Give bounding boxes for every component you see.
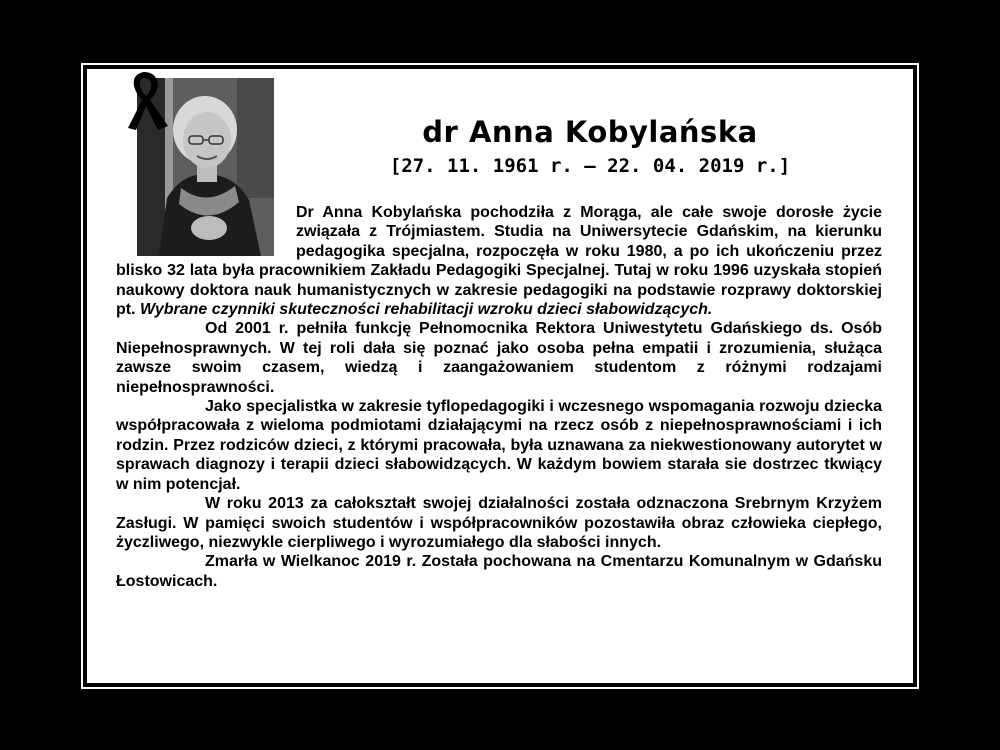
paragraph-1 [116, 203, 882, 319]
page-title: dr Anna Kobylańska [422, 115, 758, 149]
paragraph-3: Jako specjalistka w zakresie tyflopedagogiki i wczesnego wspomagania rozwoju dziecka współpracowała z wieloma podmiotami działającymi na rzecz osób z niepełnosprawnościami i ich rodzin. Przez rodziców dzieci, z którymi pracowała, była uznawana za niekwestionowany autorytet w sprawach diagnozy i terapii dzieci słabowidzących. W każdym bowiem starała sie dostrzec tkwiący w nim potencjał. [116, 398, 882, 493]
biography-text [116, 203, 882, 591]
paragraph-5: Zmarła w Wielkanoc 2019 r. Została pochowana na Cmentarzu Komunalnym w Gdańsku Łostowicach. [116, 553, 882, 590]
dissertation-title: Wybrane czynniki skuteczności rehabilitacji wzroku dzieci słabowidzących. [140, 301, 713, 319]
paragraph-2: Od 2001 r. pełniła funkcję Pełnomocnika Rektora Uniwestytetu Gdańskiego ds. Osób Niepełnosprawnych. W tej roli dała się poznać jako osoba pełna empatii i zrozumienia, służąca zawsze swoim czasem, wiedzą i zaangażowaniem studentom z różnymi rodzajami niepełnosprawności. [116, 320, 882, 396]
life-dates: [27. 11. 1961 r. – 22. 04. 2019 r.] [389, 155, 791, 177]
mourning-ribbon-icon [124, 70, 174, 132]
paragraph-1-text: Dr Anna Kobylańska pochodziła z Morąga, ale całe swoje dorosłe życie związała z Trójmiastem. Studia na Uniwersytecie Gdańskim, na kierunku pedagogika specjalna, rozpoczęła w roku 1980, a po ich ukończeniu przez blisko 32 lata była pracownikiem Zakładu Pedagogiki Specjalnej. Tutaj w roku 1996 uzyskała stopień naukowy doktora nauk humanistycznych w zakresie pedagogiki na podstawie rozprawy doktorskiej pt. [116, 204, 882, 319]
paragraph-4: W roku 2013 za całokształt swojej działalności została odznaczona Srebrnym Krzyżem Zasługi. W pamięci swoich studentów i współpracowników pozostawiła obraz człowieka ciepłego, życzliwego, niezwykle cierpliwego i wyrozumiałego dla słabości innych. [116, 495, 882, 551]
